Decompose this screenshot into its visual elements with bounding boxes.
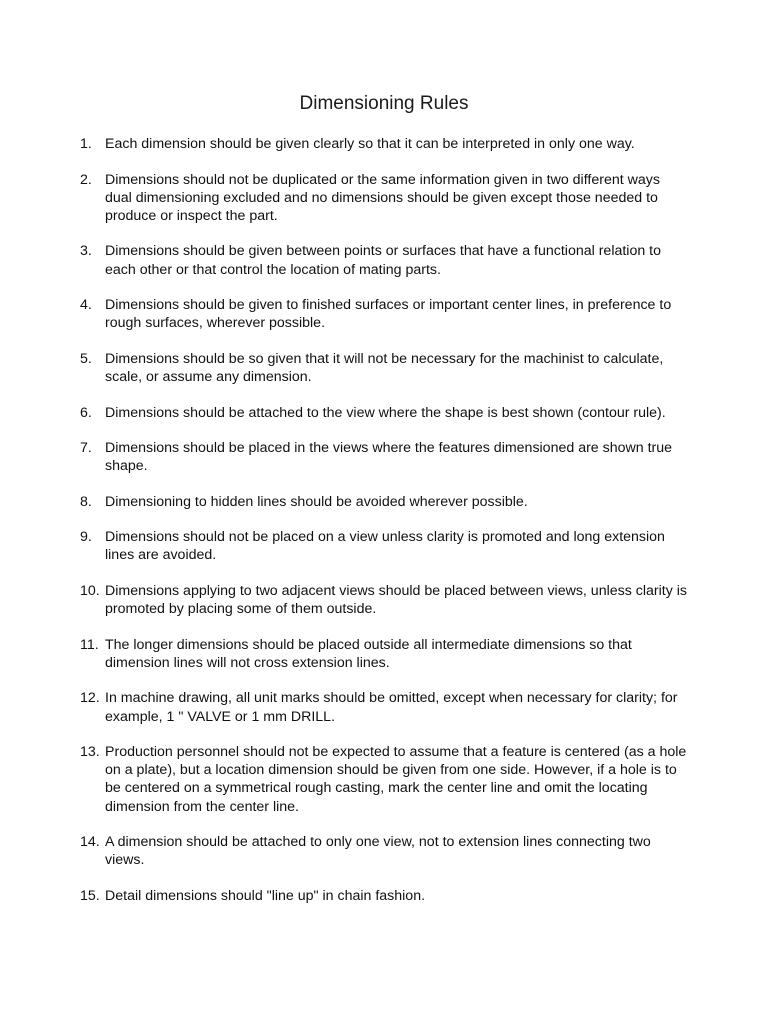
rule-text: Production personnel should not be expected to assume that a feature is centered (as a hole on a plate), but a location dimension should be given from one side. However, if a hole is to be centered on a symmetrical rough casting, mark the center line and omit the locating dimension from the center line.	[105, 744, 687, 815]
rule-number: 13.	[80, 744, 100, 761]
rule-text: A dimension should be attached to only one view, not to extension lines connecting two views.	[105, 834, 651, 869]
list-item	[80, 171, 690, 226]
rule-text: Dimensions should not be duplicated or the same information given in two different ways dual dimensioning excluded and no dimensions should be given except those needed to produce or inspect the part.	[105, 171, 660, 224]
rule-text: Dimensions applying to two adjacent views should be placed between views, unless clarity is promoted by placing some of them outside.	[105, 582, 687, 618]
rule-number: 1.	[80, 136, 92, 152]
rule-number: 7.	[80, 440, 92, 457]
rule-text: Dimensions should not be placed on a view unless clarity is promoted and long extension lines are avoided.	[105, 529, 665, 564]
rule-number: 14.	[80, 834, 100, 851]
list-item	[80, 350, 690, 386]
list-item	[80, 833, 690, 869]
rule-number: 15.	[80, 887, 100, 904]
rule-text: Dimensions should be so given that it will not be necessary for the machinist to calculate, scale, or assume any dimension.	[105, 350, 664, 386]
rule-number: 10.	[80, 582, 100, 599]
rule-text: Each dimension should be given clearly so that it can be interpreted in only one way.	[105, 136, 635, 152]
rule-number: 2.	[80, 171, 92, 188]
rules-list	[80, 135, 690, 922]
list-item	[80, 296, 690, 332]
list-item	[80, 135, 690, 153]
rule-text: Detail dimensions should "line up" in chain fashion.	[105, 887, 426, 904]
rule-text: Dimensions should be given between points or surfaces that have a functional relation to each other or that control the location of mating parts.	[105, 243, 662, 278]
rule-text: The longer dimensions should be placed outside all intermediate dimensions so that dimension lines will not cross extension lines.	[105, 636, 632, 671]
rule-number: 8.	[80, 493, 92, 510]
list-item	[80, 582, 690, 618]
rule-number: 5.	[80, 350, 92, 367]
rule-text: In machine drawing, all unit marks should be omitted, except when necessary for clarity; for example, 1 " VALVE or 1 mm DRILL.	[105, 690, 678, 725]
list-item	[80, 493, 690, 511]
list-item	[80, 404, 690, 422]
rule-number: 4.	[80, 297, 92, 314]
list-item	[80, 743, 690, 816]
page-title: Dimensioning Rules	[299, 93, 469, 114]
rule-number: 12.	[80, 690, 100, 707]
list-item	[80, 439, 690, 475]
rule-number: 11.	[80, 636, 99, 653]
list-item	[80, 528, 690, 564]
list-item	[80, 689, 690, 725]
list-item	[80, 887, 690, 905]
rule-text: Dimensions should be given to finished surfaces or important center lines, in preference to rough surfaces, wherever possible.	[105, 297, 672, 332]
rule-text: Dimensions should be attached to the view where the shape is best shown (contour rule).	[105, 404, 666, 421]
list-item	[80, 636, 690, 672]
rule-number: 6.	[80, 404, 92, 421]
rule-text: Dimensions should be placed in the views where the features dimensioned are shown true shape.	[105, 440, 673, 475]
list-item	[80, 242, 690, 278]
rule-number: 9.	[80, 529, 92, 546]
rule-text: Dimensioning to hidden lines should be avoided wherever possible.	[105, 493, 528, 510]
rule-number: 3.	[80, 243, 92, 260]
